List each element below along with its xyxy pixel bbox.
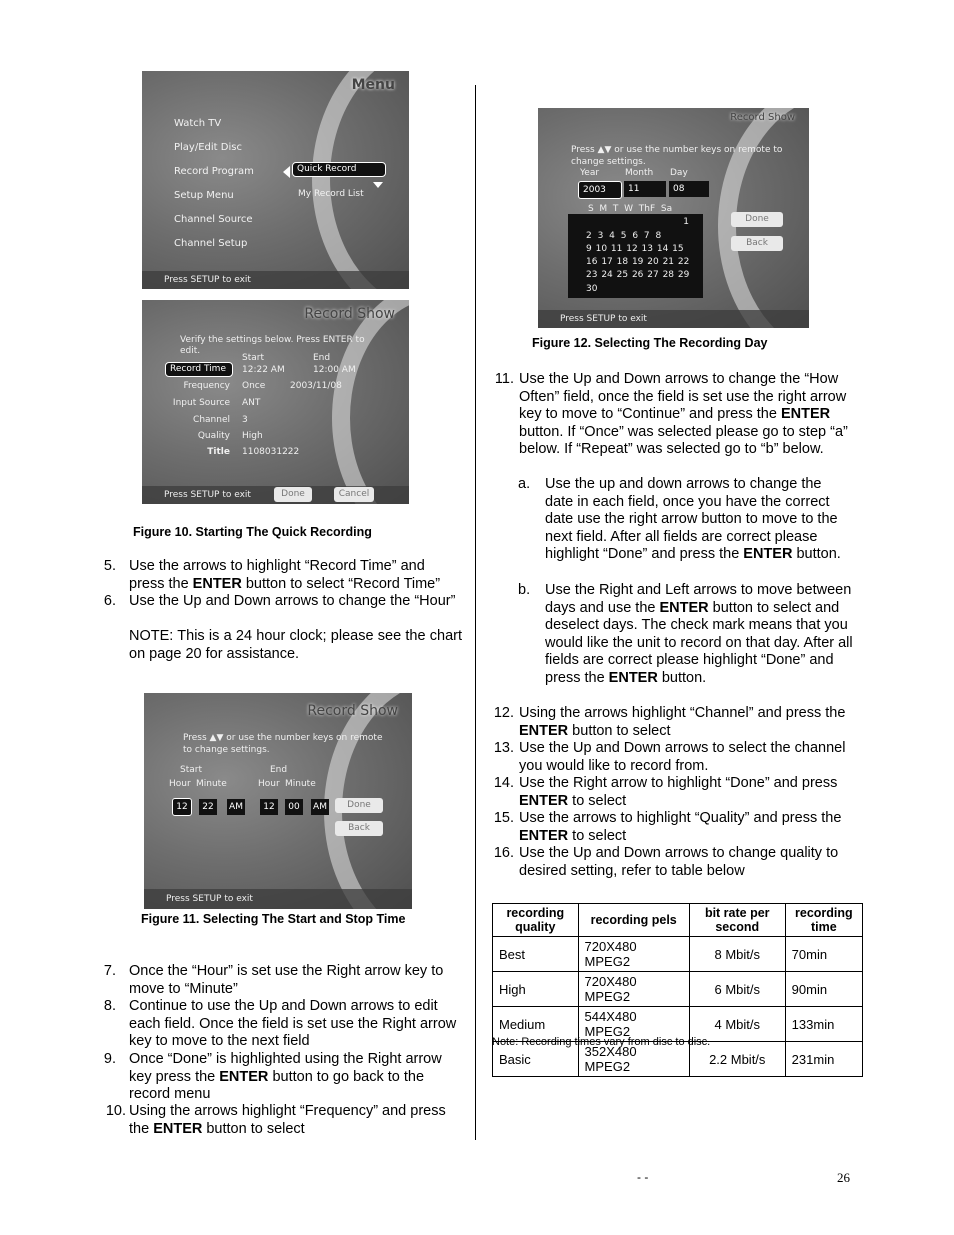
time-header: Record Show (307, 703, 398, 719)
table-cell: 352X480 MPEG2 (578, 1042, 689, 1077)
my-record-list-option: My Record List (298, 189, 364, 199)
step-text-part: Use the Right arrow to highlight “Done” and press (519, 775, 838, 791)
calendar-week: 23 24 25 26 27 28 29 (586, 270, 690, 280)
end-ampm-field: AM (311, 799, 329, 815)
step-text-part: Once the “Hour” is set use the Right arrow key to move to “Minute” (129, 963, 444, 997)
step-text-part: button to select and deselect days. The check mark means that you would like the unit to record on that day. After all fields are correct please highlight “Done” and press the (545, 599, 853, 686)
step-text-part: button. (792, 546, 841, 562)
step-number: 16. (493, 845, 514, 861)
frequency-date: 2003/11/08 (290, 381, 342, 391)
step-text-part: button to select “Record Time” (241, 575, 441, 592)
step-number: 9. (103, 1051, 116, 1067)
done-button: Done (731, 212, 783, 227)
step-text-part: button to select (202, 1120, 305, 1137)
step-text-bold: ENTER (519, 827, 569, 844)
start-minute-field: 22 (199, 799, 217, 815)
step-number: 15. (493, 810, 514, 826)
figure-10-caption: Figure 10. Starting The Quick Recording (133, 525, 372, 539)
step-text (519, 810, 855, 845)
input-source-label: Input Source (172, 398, 230, 408)
step-text-bold: ENTER (153, 1120, 203, 1137)
step-text-part: button to select (568, 722, 671, 739)
done-button: Done (274, 487, 312, 502)
title-value: 1108031222 (242, 447, 300, 457)
year-field: 2003 (578, 181, 622, 199)
year-label: Year (580, 168, 600, 178)
table-cell: 231min (785, 1042, 862, 1077)
table-cell: 8 Mbit/s (689, 937, 785, 972)
substep-letter: b. (518, 582, 531, 598)
step-number: 8. (103, 998, 116, 1014)
table-cell: Best (493, 937, 579, 972)
step-text-bold: ENTER (743, 546, 793, 562)
table-header-cell: bit rate per second (689, 904, 785, 937)
menu-item: Record Program (174, 166, 254, 177)
figure-11-caption: Figure 11. Selecting The Start and Stop Time (141, 912, 406, 926)
table-cell: 720X480 MPEG2 (578, 972, 689, 1007)
step-text-part: Using the arrows highlight “Channel” and press the (519, 705, 846, 721)
menu-header: Menu (351, 77, 395, 93)
day-footer: Press SETUP to exit (538, 310, 809, 328)
step-text-part: Use the Up and Down arrows to change the “Hour” (129, 593, 456, 609)
step-number: 5. (103, 558, 116, 574)
table-header-row (493, 904, 863, 937)
day-field: 08 (669, 181, 709, 197)
cancel-button: Cancel (334, 487, 374, 502)
table-cell: Medium (493, 1007, 579, 1042)
down-arrow-icon (373, 182, 383, 188)
step-number: 14. (493, 775, 514, 791)
table-cell: 70min (785, 937, 862, 972)
quality-label: Quality (197, 431, 230, 441)
step-text-part: Use the arrows to highlight “Record Time” and press the (129, 558, 425, 592)
weekday-header: S M T W ThF Sa (588, 204, 673, 214)
table-row (493, 972, 863, 1007)
step-text (129, 1051, 465, 1104)
end-label: End (270, 765, 288, 775)
month-field: 11 (624, 181, 666, 197)
page-number: 26 (837, 1170, 850, 1185)
menu-item: Setup Menu (174, 190, 234, 201)
time-footer: Press SETUP to exit (144, 889, 412, 909)
step-text-part: to select (568, 792, 627, 809)
step-text (519, 371, 855, 459)
step-text-part: to select (568, 827, 627, 844)
menu-item: Channel Setup (174, 238, 248, 249)
step-text-bold: ENTER (659, 599, 709, 616)
step-text-part: Use the Up and Down arrows to select the channel you would like to record from. (519, 740, 846, 774)
substep-letter: a. (518, 476, 531, 492)
table-cell: 90min (785, 972, 862, 1007)
input-source-value: ANT (242, 398, 261, 408)
table-cell: 133min (785, 1007, 862, 1042)
step-text (129, 998, 465, 1051)
channel-value: 3 (242, 415, 248, 425)
table-header-cell: recording quality (493, 904, 579, 937)
time-intro: Press ▲▼ or use the number keys on remote to change settings. (183, 733, 383, 755)
step-text-bold: ENTER (192, 575, 242, 592)
step-number: 7. (103, 963, 116, 979)
step-number: 13. (493, 740, 514, 756)
calendar-grid (568, 214, 703, 298)
back-button: Back (731, 236, 783, 251)
quality-table (492, 903, 863, 1077)
step-text-bold: ENTER (608, 669, 658, 686)
step-text-part: button. (657, 669, 707, 686)
figure-12-caption: Figure 12. Selecting The Recording Day (532, 336, 768, 350)
step-text-bold: ENTER (780, 406, 831, 422)
step-text-part: Use the Up and Down arrows to change the “How Often” field, once the field is set use the right arrow key to move to “Continue” and press the (519, 371, 847, 422)
step-number: 10. (105, 1103, 126, 1119)
start-minute-label: Minute (196, 779, 227, 789)
record-show-header: Record Show (304, 306, 395, 322)
step-text (129, 593, 462, 611)
column-divider (475, 85, 476, 1140)
table-cell: 544X480 MPEG2 (578, 1007, 689, 1042)
step-text-part: Use the arrows to highlight “Quality” and press the (519, 810, 842, 826)
step-note: NOTE: This is a 24 hour clock; please see the chart on page 20 for assistance. (129, 628, 462, 662)
step-text (519, 740, 855, 775)
table-cell: 720X480 MPEG2 (578, 937, 689, 972)
menu-item: Watch TV (174, 118, 222, 129)
table-cell: High (493, 972, 579, 1007)
start-col-label: Start (242, 353, 264, 363)
step-text-part: Use the Up and Down arrows to change quality to desired setting, refer to table below (519, 845, 839, 879)
step-text-part: Using the arrows highlight “Frequency” and press the (129, 1103, 446, 1137)
done-button: Done (335, 798, 383, 813)
start-stop-time-screenshot (144, 693, 412, 909)
calendar-week: 2 3 4 5 6 7 8 (586, 231, 662, 241)
verify-intro: Verify the settings below. Press ENTER to edit. (180, 335, 365, 356)
table-cell: 4 Mbit/s (689, 1007, 785, 1042)
step-text (519, 775, 855, 810)
start-hour-field: 12 (172, 798, 192, 816)
start-label: Start (180, 765, 202, 775)
calendar-week: 16 17 18 19 20 21 22 (586, 257, 690, 267)
start-hour-label: Hour (169, 779, 191, 789)
menu-item: Play/Edit Disc (174, 142, 242, 153)
step-text (519, 705, 855, 740)
channel-label: Channel (193, 415, 230, 425)
end-col-label: End (313, 353, 331, 363)
record-footer-text: Press SETUP to exit (164, 490, 251, 500)
left-arrow-icon (283, 166, 290, 178)
end-time-value: 12:00 AM (313, 365, 356, 375)
start-ampm-field: AM (227, 799, 245, 815)
step-text-part: Use the up and down arrows to change the date in each field, once you have the correct date use the right arrow button to move to the next field. After all fields are correct please highlight “Done” and press the (545, 476, 838, 562)
table-cell: Basic (493, 1042, 579, 1077)
day-label: Day (670, 168, 688, 178)
quality-value: High (242, 431, 263, 441)
end-hour-field: 12 (260, 799, 278, 815)
end-hour-label: Hour (258, 779, 280, 789)
menu-footer: Press SETUP to exit (142, 271, 409, 289)
menu-item: Channel Source (174, 214, 253, 225)
quick-record-option: Quick Record (292, 162, 386, 177)
step-text (129, 1103, 465, 1138)
record-show-screenshot (142, 300, 409, 504)
calendar-week: 30 (586, 284, 598, 294)
footer-dashes: - - (637, 1170, 649, 1184)
step-text (129, 558, 462, 593)
step-text-part: Once “Done” is highlighted using the Right arrow key press the (129, 1051, 442, 1085)
recording-day-screenshot (538, 108, 809, 328)
table-row (493, 937, 863, 972)
day-intro: Press ▲▼ or use the number keys on remote to change settings. (571, 145, 783, 167)
step-text-part: Use the Right and Left arrows to move between days and use the (545, 582, 852, 616)
step-number: 6. (103, 593, 116, 609)
step-text-bold: ENTER (519, 792, 569, 809)
table-cell: 6 Mbit/s (689, 972, 785, 1007)
step-text-bold: ENTER (519, 722, 569, 739)
title-label: Title (207, 447, 230, 457)
step-text-part: button to go back to the record menu (129, 1068, 425, 1102)
step-text (519, 845, 855, 880)
menu-screenshot (142, 71, 409, 289)
record-time-label: Record Time (165, 362, 233, 377)
end-minute-label: Minute (285, 779, 316, 789)
substep-text (545, 582, 853, 687)
calendar-week: 9 10 11 12 13 14 15 (586, 244, 684, 254)
frequency-value: Once (242, 381, 266, 391)
start-time-value: 12:22 AM (242, 365, 285, 375)
frequency-label: Frequency (183, 381, 230, 391)
substep-text (545, 476, 853, 564)
step-text-part: Continue to use the Up and Down arrows to edit each field. Once the field is set use the Right arrow key to move to the next field (129, 998, 457, 1049)
step-number: 12. (493, 705, 514, 721)
table-note: Note: Recording times vary from disc to disc. (492, 1036, 711, 1048)
end-minute-field: 00 (285, 799, 303, 815)
step-text-bold: ENTER (219, 1068, 269, 1085)
step-text-part: button. If “Once” was selected please go to step “a” below. If “Repeat” was selected go to “b” below. (519, 423, 848, 457)
day-header: Record Show (730, 112, 795, 123)
step-number: 11. (494, 371, 514, 387)
table-header-cell: recording time (785, 904, 862, 937)
back-button: Back (335, 821, 383, 836)
table-header-cell: recording pels (578, 904, 689, 937)
month-label: Month (625, 168, 654, 178)
calendar-week: 1 (683, 217, 689, 227)
step-text (129, 963, 465, 998)
table-cell: 2.2 Mbit/s (689, 1042, 785, 1077)
